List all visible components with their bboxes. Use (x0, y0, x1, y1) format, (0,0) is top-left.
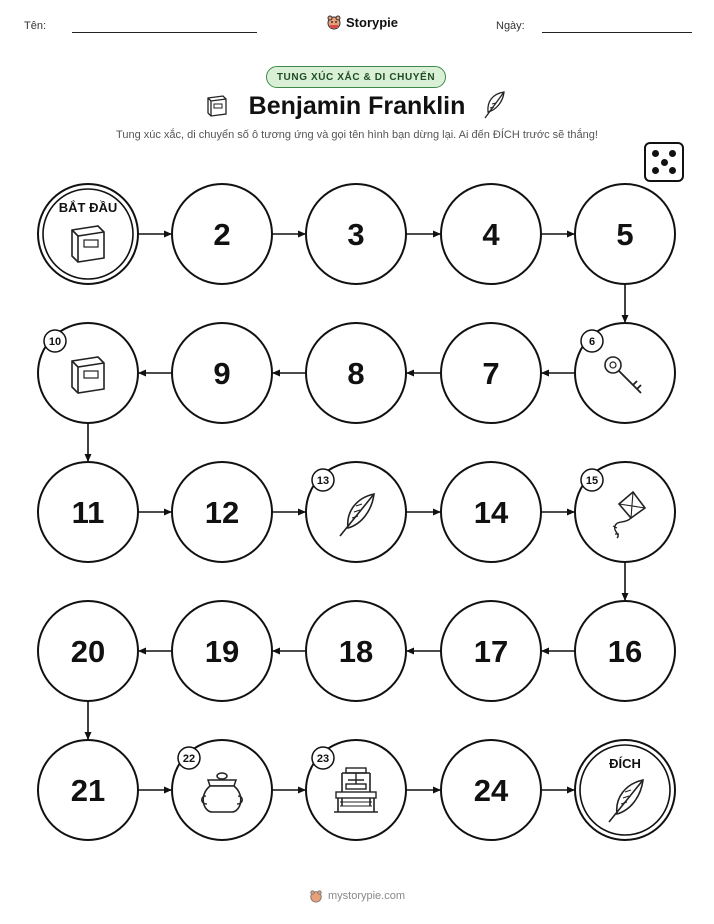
board-cell-21[interactable] (38, 740, 138, 840)
name-label: Tên: (24, 20, 47, 32)
cell-number: 7 (482, 356, 500, 391)
cell-number: 19 (204, 634, 240, 669)
cell-number: 18 (338, 634, 374, 669)
board-cell-4[interactable] (441, 184, 541, 284)
board-cell-15[interactable] (575, 462, 675, 562)
board-cell-11[interactable] (38, 462, 138, 562)
instructions: Tung xúc xắc, di chuyển số ô tương ứng và gọi tên hình bạn dừng lại. Ai đến ĐÍCH trước sẽ thắng! (116, 129, 598, 141)
start-cell[interactable] (38, 184, 138, 284)
cell-number: 9 (213, 356, 231, 391)
cell-number: 21 (70, 773, 106, 808)
brand-name: Storypie (346, 14, 399, 30)
badge-number: 23 (316, 753, 330, 765)
cell-badge (581, 330, 603, 352)
badge-number: 10 (48, 336, 62, 348)
board-cell-8[interactable] (306, 323, 406, 423)
game-type-badge: TUNG XÚC XẮC & DI CHUYỂN (266, 66, 446, 88)
cell-number: 14 (473, 495, 509, 530)
board-cell-3[interactable] (306, 184, 406, 284)
cell-number: 24 (473, 773, 509, 808)
board-cell-13[interactable] (306, 462, 406, 562)
book-icon (72, 226, 104, 262)
storypie-mascot-icon (309, 889, 323, 903)
board-cell-2[interactable] (172, 184, 272, 284)
page-title: Benjamin Franklin (248, 92, 466, 120)
footer (0, 889, 714, 903)
board-cell-17[interactable] (441, 601, 541, 701)
cell-badge (581, 469, 603, 491)
cell-badge (44, 330, 66, 352)
book-icon (72, 357, 104, 393)
board-cell-7[interactable] (441, 323, 541, 423)
board-cell-5[interactable] (575, 184, 675, 284)
badge-number: 15 (585, 475, 599, 487)
cell-number: 12 (204, 495, 240, 530)
cell-number: 4 (482, 217, 500, 252)
cell-badge (312, 747, 334, 769)
cell-badge (178, 747, 200, 769)
board-cell-19[interactable] (172, 601, 272, 701)
footer-url: mystorypie.com (327, 890, 406, 902)
cell-number: 3 (347, 217, 365, 252)
cell-badge (312, 469, 334, 491)
cell-number: 8 (347, 356, 365, 391)
cell-number: 11 (71, 495, 105, 530)
board-cell-10[interactable] (38, 323, 138, 423)
date-label: Ngày: (496, 20, 525, 32)
badge-number: 6 (588, 336, 596, 348)
board-cell-18[interactable] (306, 601, 406, 701)
cell-number: 5 (616, 217, 634, 252)
board-cell-12[interactable] (172, 462, 272, 562)
board-cell-23[interactable] (306, 740, 406, 840)
badge-number: 13 (316, 475, 330, 487)
start-label: BẮT ĐẦU (58, 200, 118, 215)
cell-number: 2 (213, 217, 231, 252)
finish-cell[interactable] (575, 740, 675, 840)
cell-number: 17 (473, 634, 509, 669)
board-cell-22[interactable] (172, 740, 272, 840)
cell-number: 20 (70, 634, 106, 669)
board-cell-6[interactable] (575, 323, 675, 423)
finish-label: ĐÍCH (609, 756, 641, 771)
board-cell-9[interactable] (172, 323, 272, 423)
board-cell-16[interactable] (575, 601, 675, 701)
board-cell-20[interactable] (38, 601, 138, 701)
badge-number: 22 (182, 753, 196, 765)
cell-number: 16 (607, 634, 643, 669)
board-cell-24[interactable] (441, 740, 541, 840)
board-cell-14[interactable] (441, 462, 541, 562)
